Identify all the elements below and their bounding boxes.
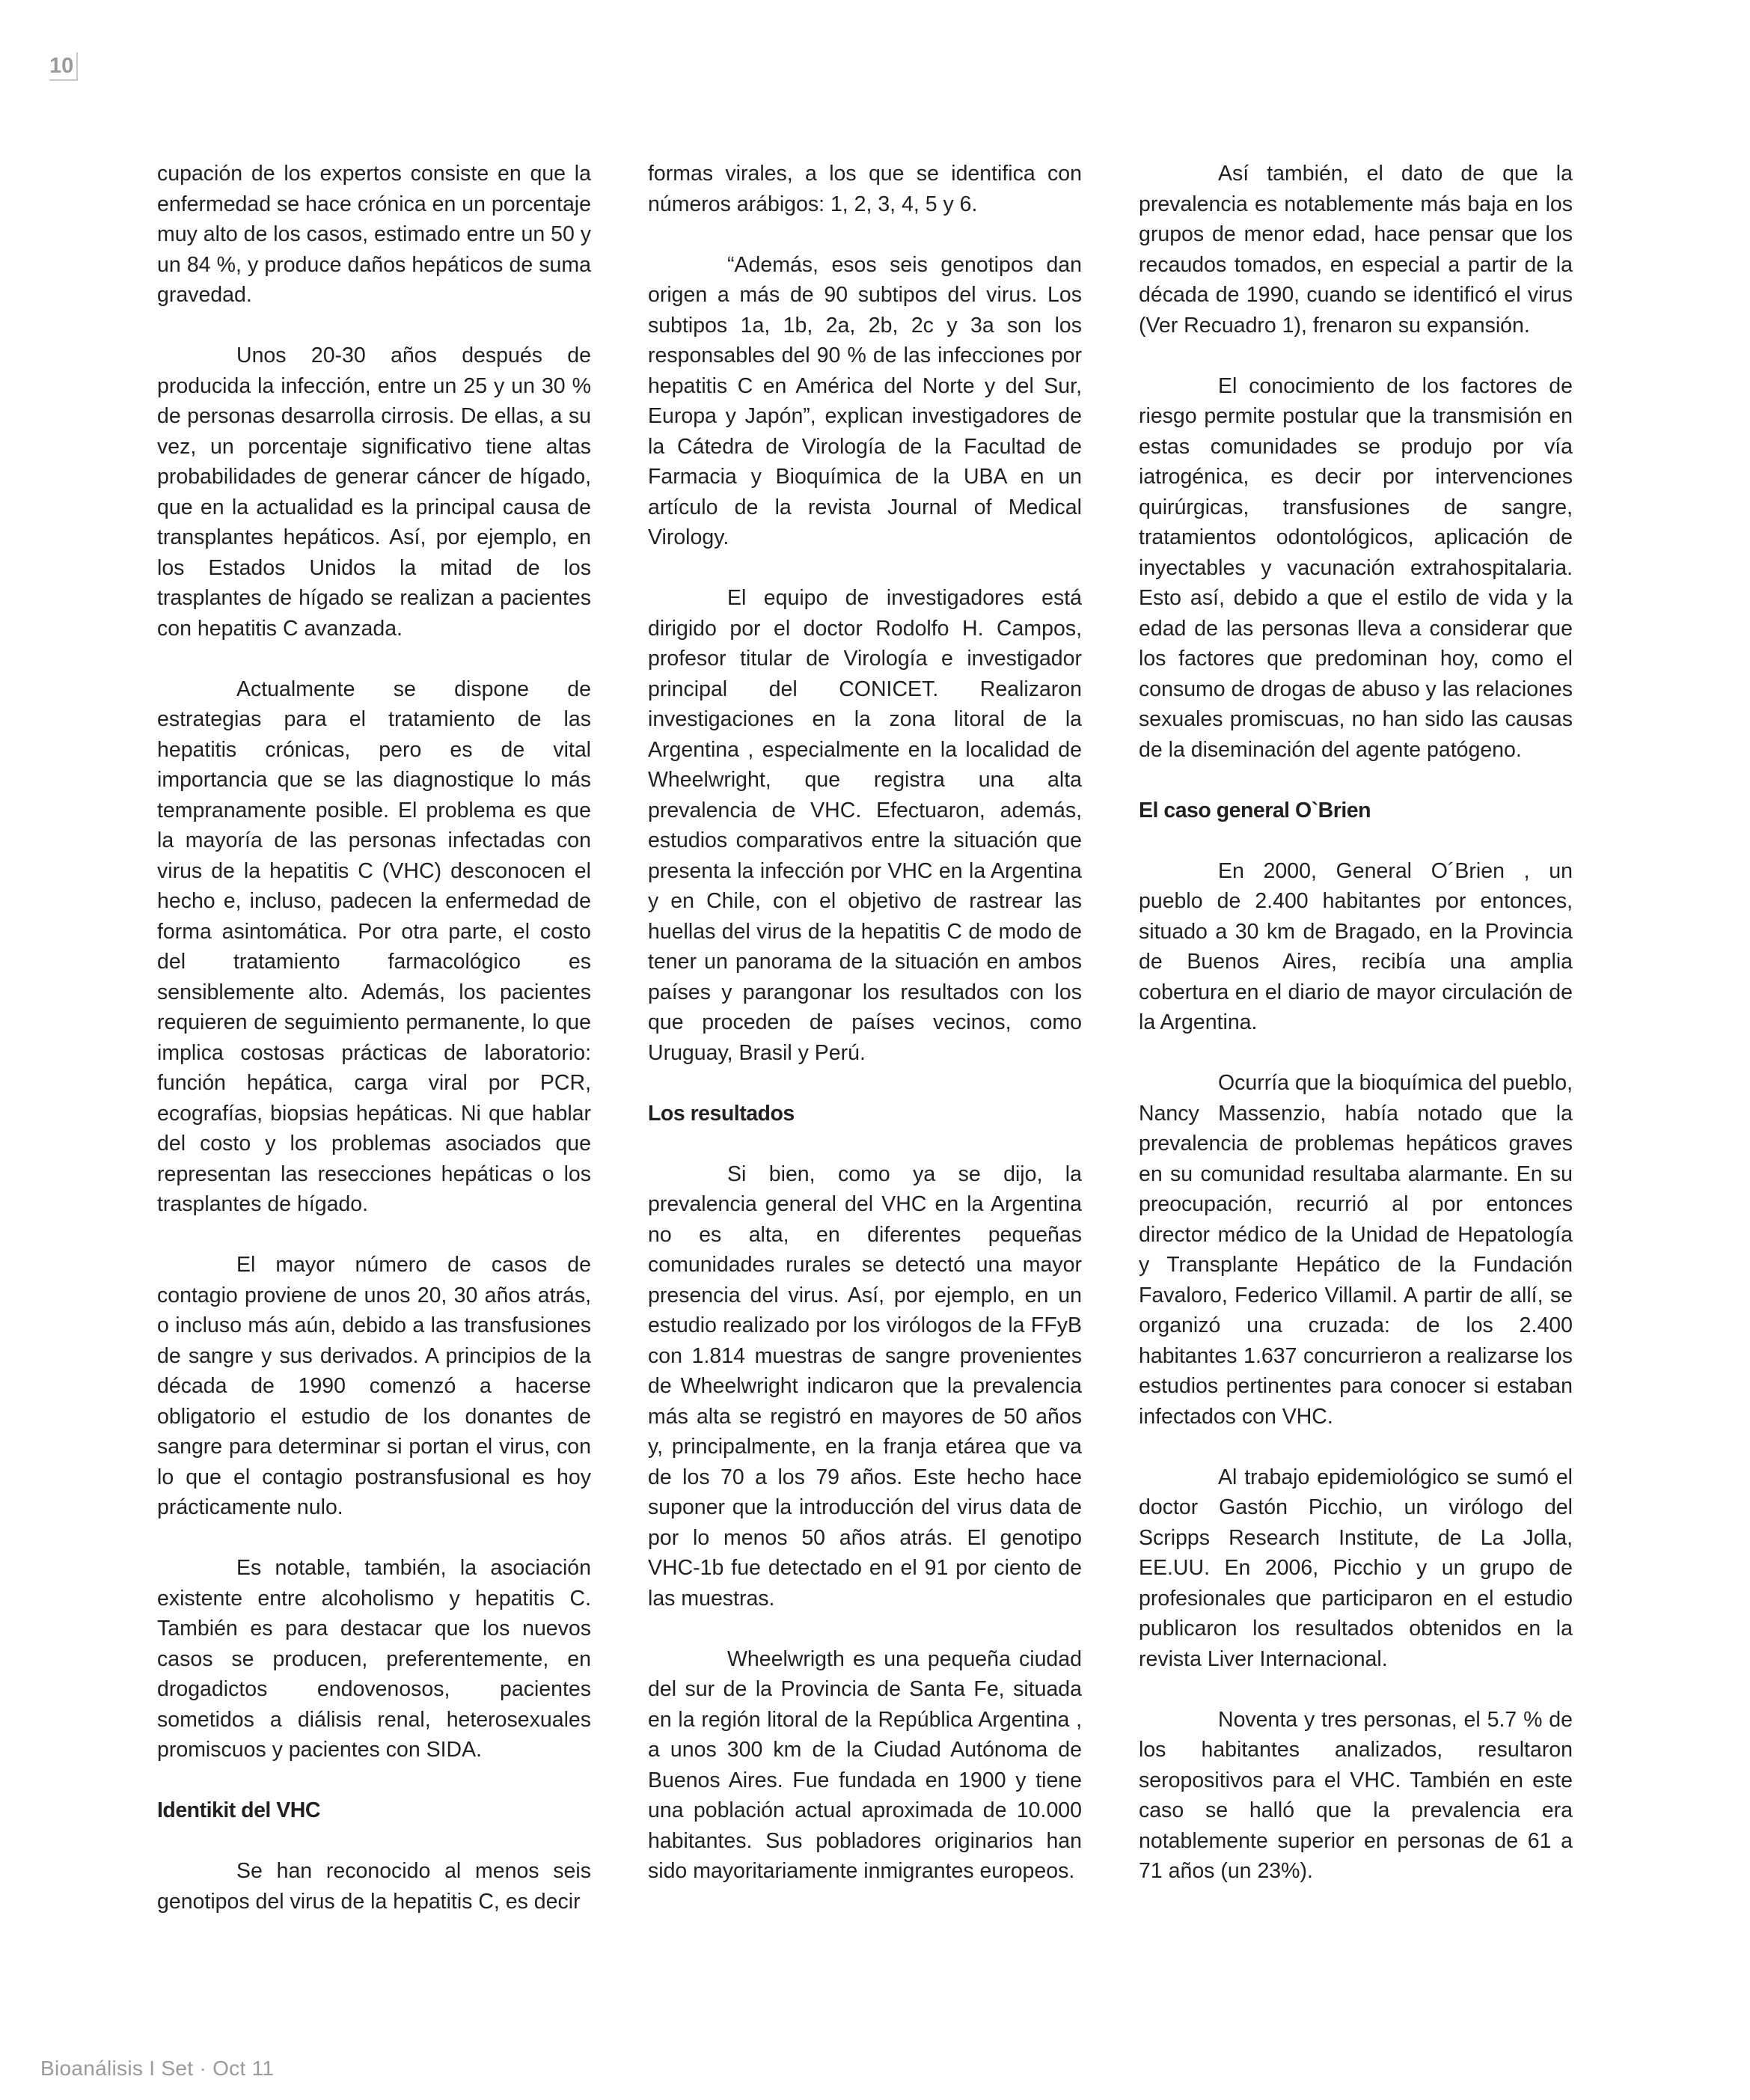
paragraph: El equipo de investigadores está dirigido por el doctor Rodolfo H. Campos, profesor titular de Virología e investigador principal del CONICET. Realizaron investigaciones en la zona litoral de la Argentina , especialmente en la localidad de Wheelwright, que registra una alta prevalencia de VHC. Efectuaron, además, estudios comparativos entre la situación que presenta la infección por VHC en la Argentina y en Chile, con el objetivo de rastrear las huellas del virus de la hepatitis C de modo de tener un panorama de la situación en ambos países y parangonar los resultados con los que proceden de países vecinos, como Uruguay, Brasil y Perú. — [648, 586, 1082, 1065]
paragraph: Actualmente se dispone de estrategias para el tratamiento de las hepatitis crónicas, pero es de vital importancia que se las diagnostique lo más tempranamente posible. El problema es que la mayoría de las personas infectadas con virus de la hepatitis C (VHC) desconocen el hecho e, incluso, padecen la enfermedad de forma asintomática. Por otra parte, el costo del tratamiento farmacológico es sensiblemente alto. Además, los pacientes requieren de seguimiento permanente, lo que implica costosas prácticas de laboratorio: función hepática, carga viral por PCR, ecografías, biopsias hepáticas. Ni que hablar del costo y los problemas asociados que representan las resecciones hepáticas o los trasplantes de hígado. — [157, 677, 591, 1216]
paragraph: El conocimiento de los factores de riesgo permite postular que la transmisión en estas comunidades se produjo por vía iatrogénica, es decir por intervenciones quirúrgicas, transfusiones de sangre, tratamientos odontológicos, aplicación de inyectables y vacunación extrahospitalaria. Esto así, debido a que el estilo de vida y la edad de las personas lleva a considerar que los factores que predominan hoy, como el consumo de drogas de abuso y las relaciones sexuales promiscuas, no han sido las causas de la diseminación del agente patógeno. — [1139, 373, 1573, 762]
paragraph: Es notable, también, la asociación existente entre alcoholismo y hepatitis C. También es para destacar que los nuevos casos se producen, preferentemente, en drogadictos endovenosos, pacientes sometidos a diálisis renal, heterosexuales promiscuos y pacientes con SIDA. — [157, 1556, 591, 1762]
paragraph: Wheelwrigth es una pequeña ciudad del sur de la Provincia de Santa Fe, situada en la región litoral de la República Argentina , a unos 300 km de la Ciudad Autónoma de Buenos Aires. Fue fundada en 1900 y tiene una población actual aproximada de 10.000 habitantes. Sus pobladores originarios han sido mayoritariamente inmigrantes europeos. — [648, 1646, 1082, 1883]
section-heading: Identikit del VHC — [157, 1798, 320, 1822]
section-heading: Los resultados — [648, 1101, 795, 1126]
article-column-1 — [157, 159, 591, 1947]
article-column-3 — [1139, 159, 1573, 1917]
paragraph: cupación de los expertos consiste en que la enfermedad se hace crónica en un porcentaje muy alto de los casos, estimado entre un 50 y un 84 %, y produce daños hepáticos de suma gravedad. — [157, 162, 591, 307]
paragraph: Unos 20-30 años después de producida la infección, entre un 25 y un 30 % de personas desarrolla cirrosis. De ellas, a su vez, un porcentaje significativo tiene altas probabilidades de generar cáncer de hígado, que en la actualidad es la principal causa de transplantes hepáticos. Así, por ejemplo, en los Estados Unidos la mitad de los trasplantes de hígado se realizan a pacientes con hepatitis C avanzada. — [157, 344, 591, 641]
paragraph: “Además, esos seis genotipos dan origen a más de 90 subtipos del virus. Los subtipos 1a, 1b, 2a, 2b, 2c y 3a son los responsables del 90 % de las infecciones por hepatitis C en América del Norte y del Sur, Europa y Japón”, explican investigadores de la Cátedra de Virología de la Facultad de Farmacia y Bioquímica de la UBA en un artículo de la revista Journal of Medical Virology. — [648, 252, 1082, 549]
paragraph: Se han reconocido al menos seis genotipos del virus de la hepatitis C, es decir — [157, 1859, 591, 1914]
section-heading: El caso general O`Brien — [1139, 798, 1371, 822]
paragraph: Ocurría que la bioquímica del pueblo, Nancy Massenzio, había notado que la prevalencia de problemas hepáticos graves en su comunidad resultaba alarmante. En su preocupación, recurrió al por entonces director médico de la Unidad de Hepatología y Transplante Hepático de la Fundación Favaloro, Federico Villamil. A partir de allí, se organizó una cruzada: de los 2.400 habitantes 1.637 concurrieron a realizarse los estudios pertinentes para conocer si estaban infectados con VHC. — [1139, 1071, 1573, 1429]
paragraph: formas virales, a los que se identifica con números arábigos: 1, 2, 3, 4, 5 y 6. — [648, 162, 1082, 216]
page-number: 10 — [49, 52, 78, 81]
article-column-2 — [648, 159, 1082, 1917]
paragraph: El mayor número de casos de contagio proviene de unos 20, 30 años atrás, o incluso más aún, debido a las transfusiones de sangre y sus derivados. A principios de la década de 1990 comenzó a hacerse obligatorio el estudio de los donantes de sangre para determinar si portan el virus, con lo que el contagio postransfusional es hoy prácticamente nulo. — [157, 1253, 591, 1519]
paragraph: Si bien, como ya se dijo, la prevalencia general del VHC en la Argentina no es alta, en diferentes pequeñas comunidades rurales se detectó una mayor presencia del virus. Así, por ejemplo, en un estudio realizado por los virólogos de la FFyB con 1.814 muestras de sangre provenientes de Wheelwright indicaron que la prevalencia más alta se registró en mayores de 50 años y, principalmente, en la franja etárea que va de los 70 a los 79 años. Este hecho hace suponer que la introducción del virus data de por lo menos 50 años atrás. El genotipo VHC-1b fue detectado en el 91 por ciento de las muestras. — [648, 1162, 1082, 1611]
paragraph: Al trabajo epidemiológico se sumó el doctor Gastón Picchio, un virólogo del Scripps Research Institute, de La Jolla, EE.UU. En 2006, Picchio y un grupo de profesionales que participaron en el estudio publicaron los resultados obtenidos en la revista Liver Internacional. — [1139, 1465, 1573, 1671]
paragraph: Noventa y tres personas, el 5.7 % de los habitantes analizados, resultaron seropositivos para el VHC. También en este caso se halló que la prevalencia era notablemente superior en personas de 61 a 71 años (un 23%). — [1139, 1707, 1573, 1883]
footer-publication: Bioanálisis I Set · Oct 11 — [40, 2057, 275, 2080]
paragraph: En 2000, General O´Brien , un pueblo de 2.400 habitantes por entonces, situado a 30 km de Bragado, en la Provincia de Buenos Aires, recibía una amplia cobertura en el diario de mayor circulación de la Argentina. — [1139, 858, 1573, 1034]
paragraph: Así también, el dato de que la prevalencia es notablemente más baja en los grupos de menor edad, hace pensar que los recaudos tomados, en especial a partir de la década de 1990, cuando se identificó el virus (Ver Recuadro 1), frenaron su expansión. — [1139, 162, 1573, 338]
